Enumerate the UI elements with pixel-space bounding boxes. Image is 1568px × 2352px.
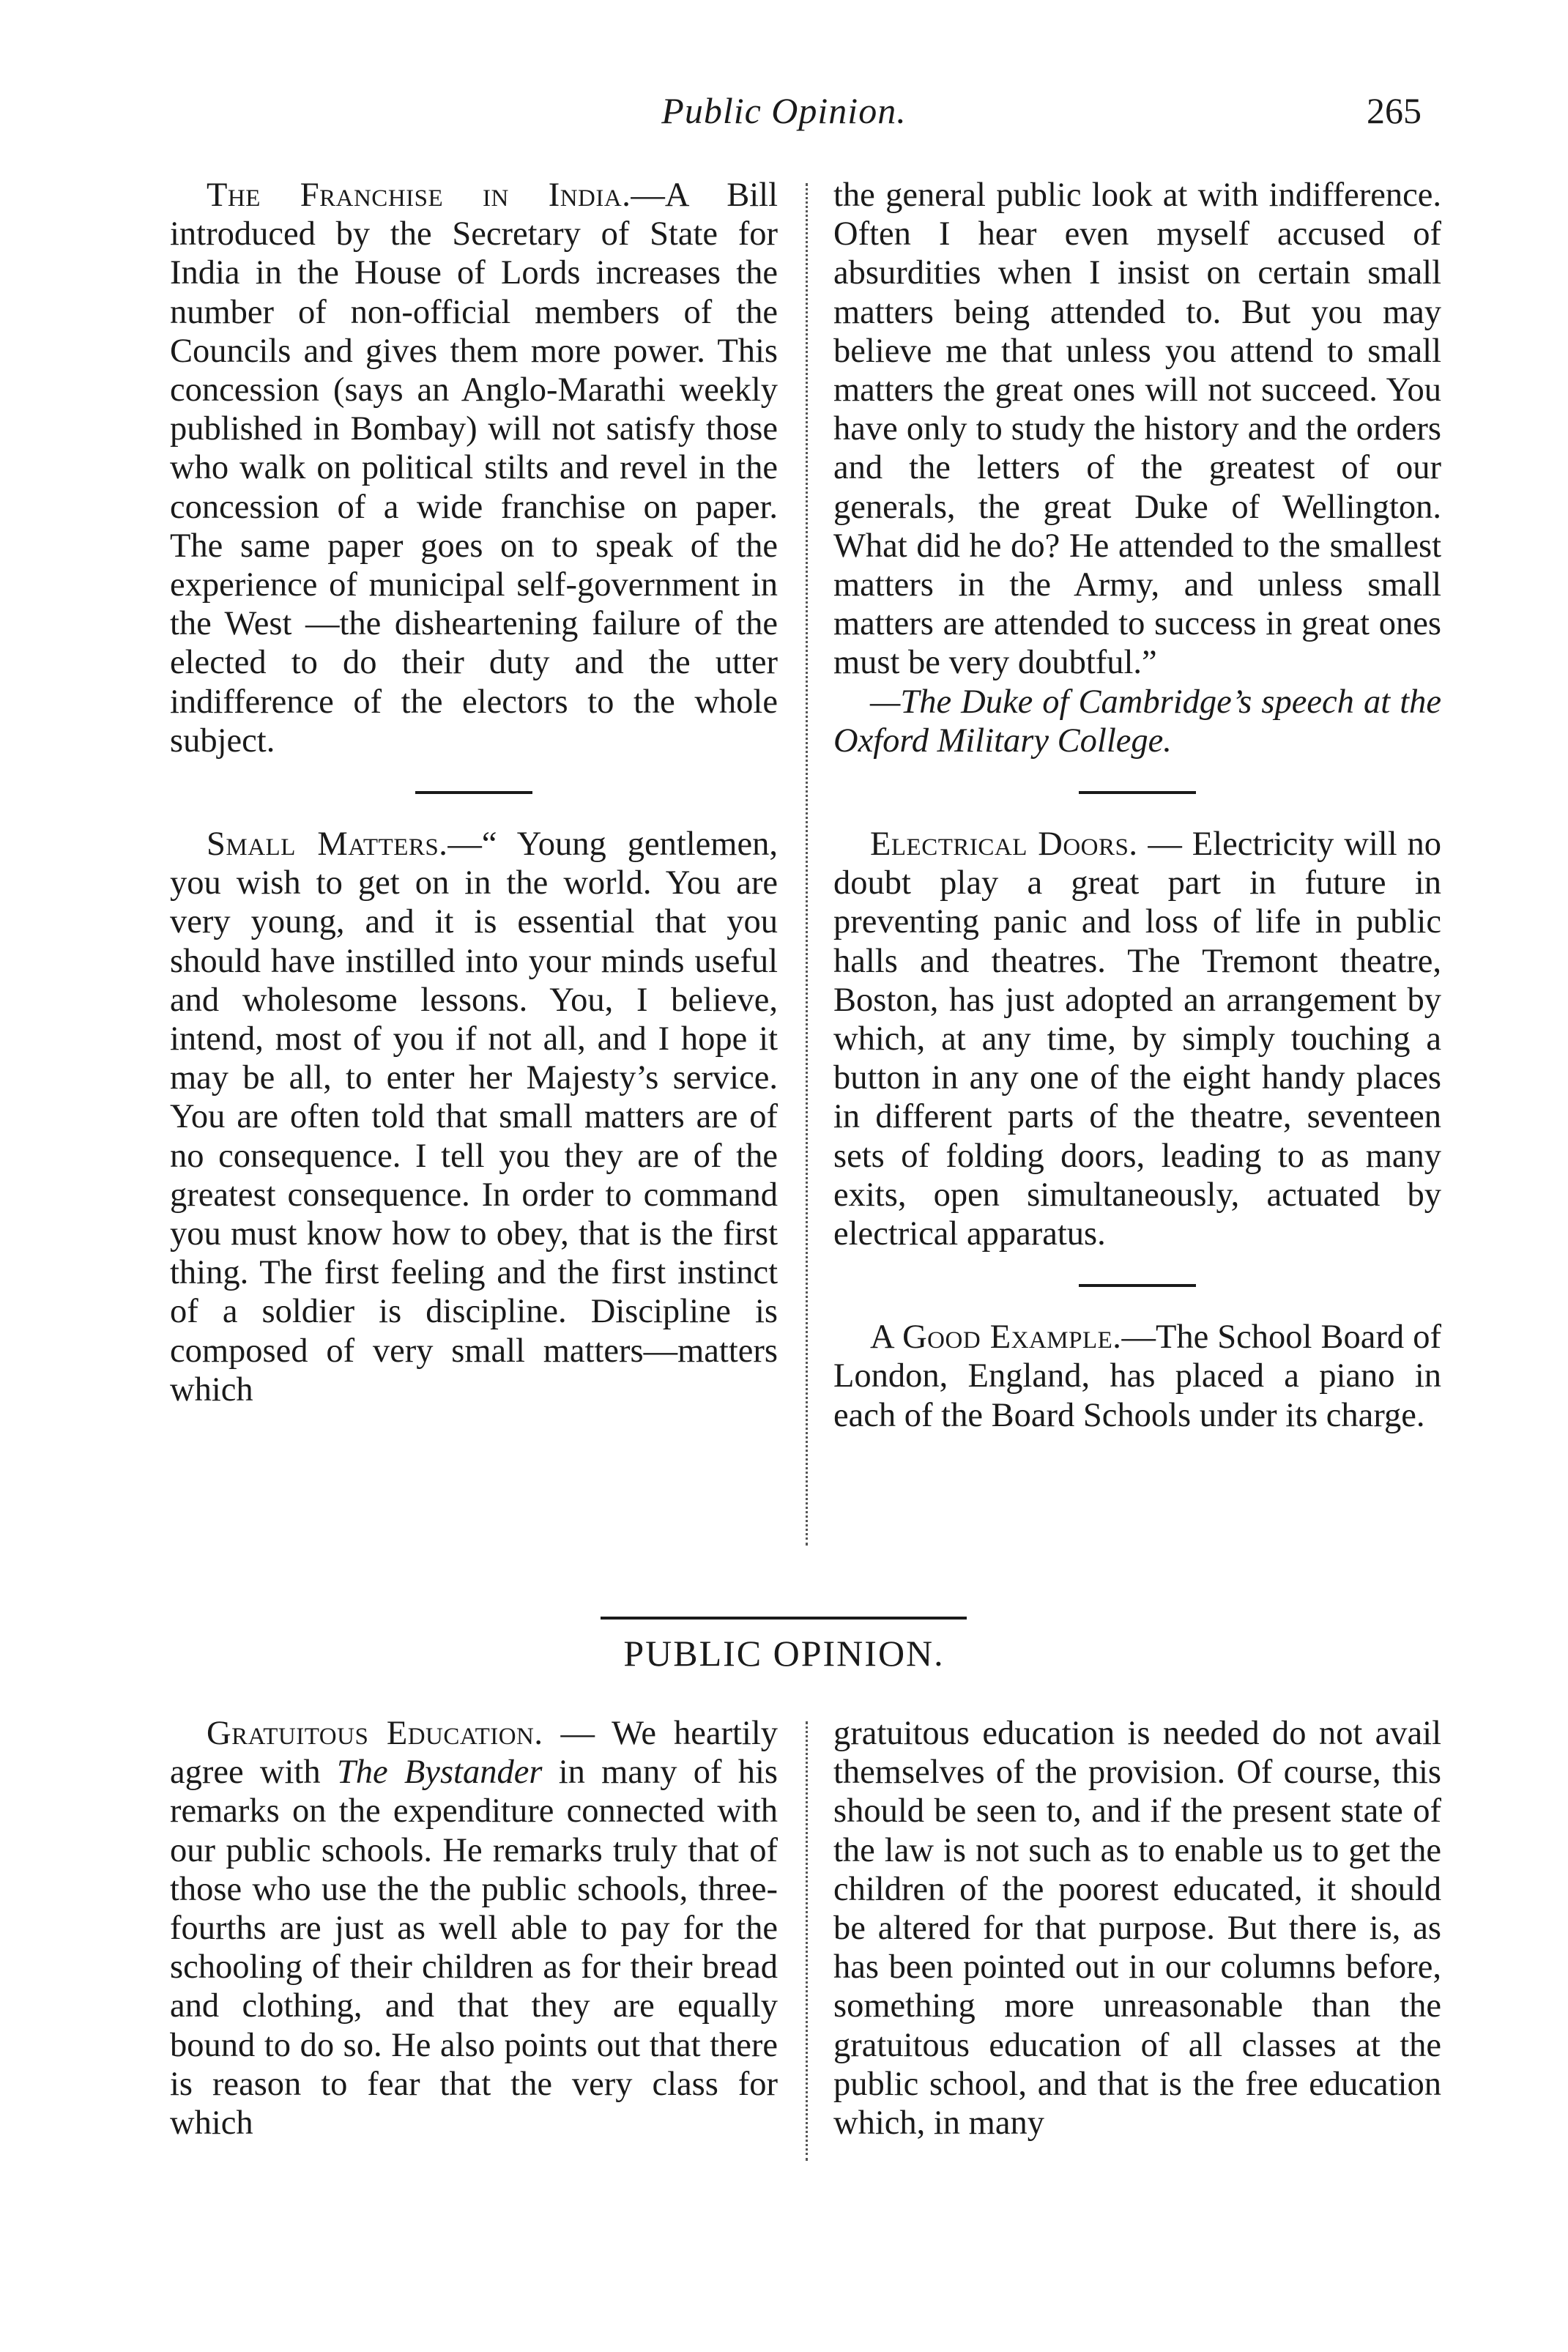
divider-rule bbox=[1079, 791, 1196, 794]
article-heading: Small Matters. bbox=[207, 826, 448, 864]
article-good-example bbox=[833, 1318, 1441, 1435]
upper-right-column bbox=[833, 176, 1441, 1435]
article-text: — Electricity will no doubt play a great part in future in preventing panic and loss of life in public halls and theatres. The Tremont theatre, Boston, has just adopted an arrangement by which, at any time, by simply touching a button in any one of the eight handy places in different parts of the theatre, seventeen sets of folding doors, leading to as many exits, open simultaneously, actuated by electrical apparatus. bbox=[833, 826, 1441, 1253]
article-continuation: the general public look at with indifference. Often I hear even myself accused of absurdities when I insist on certain small matters being attended to. But you may believe me that unless you attend to small matters the great ones will not succeed. You have only to study the history and the orders and the letters of the greatest of our generals, the great Duke of Wellington. What did he do? He attended to the smallest matters in the Army, and unless small matters are attended to success in great ones must be very doubtful.” bbox=[833, 177, 1441, 682]
article-text: —The School Board of London, England, has placed a piano in each of the Board Schools under its charge. bbox=[833, 1318, 1441, 1434]
column-gutter-rule bbox=[806, 183, 808, 1546]
upper-section bbox=[170, 176, 1441, 1571]
publication-title: The Bystander bbox=[336, 1754, 543, 1792]
divider-rule bbox=[415, 791, 532, 794]
article-franchise-in-india bbox=[170, 176, 778, 760]
page-number: 265 bbox=[1367, 90, 1422, 131]
upper-left-column bbox=[170, 176, 778, 1409]
article-electrical-doors bbox=[833, 825, 1441, 1253]
article-text: — We heartily agree with bbox=[170, 1715, 778, 1792]
article-gratuitous-education bbox=[170, 1714, 778, 2143]
lower-section bbox=[170, 1714, 1441, 2168]
article-attribution: —The Duke of Cambridge’s speech at the Oxford Military College. bbox=[833, 683, 1441, 760]
divider-rule bbox=[1079, 1284, 1196, 1287]
section-heading: PUBLIC OPINION. bbox=[623, 1633, 945, 1674]
section-divider-rule bbox=[601, 1617, 967, 1620]
lower-left-column bbox=[170, 1714, 778, 2143]
column-gutter-rule bbox=[806, 1721, 808, 2161]
running-title: Public Opinion. bbox=[661, 90, 907, 131]
article-continuation: gratuitous education is needed do not avail themselves of the provision. Of course, this should be seen to, and if the present state of the law is not such as to enable us to get the children of the poorest educated, it should be altered for that purpose. But there is, as has been pointed out in our columns before, something more unreasonable than the gratuitous education of all classes at the public school, and that is the free education which, in many bbox=[833, 1715, 1441, 2143]
article-text: in many of his remarks on the expenditure connected with our public schools. He remarks truly that of those who use the the public schools, three-fourths are just as well able to pay for the schooling of their children as for their bread and clothing, and that they are equally bound to do so. He also points out that there is reason to fear that the very class for which bbox=[170, 1754, 779, 2143]
article-small-matters bbox=[170, 825, 778, 1409]
article-heading: Electrical Doors. bbox=[870, 826, 1138, 864]
lower-right-column bbox=[833, 1714, 1441, 2143]
article-text: —“ Young gentlemen, you wish to get on in the world. You are very young, and it is essential that you should have instilled into your minds useful and wholesome lessons. You, I believe, intend, most of you if not all, and I hope it may be all, to enter her Majesty’s service. You are often told that small matters are of no consequence. I tell you they are of the greatest consequence. In order to command you must know how to obey, that is the first thing. The first feeling and the first instinct of a soldier is discipline. Discipline is composed of very small matters—matters which bbox=[170, 826, 778, 1409]
page-header bbox=[0, 81, 1568, 139]
article-heading: The Franchise in India. bbox=[207, 177, 631, 214]
article-heading: A Good Example. bbox=[870, 1318, 1122, 1357]
article-text: —A Bill introduced by the Secretary of State for India in the House of Lords increases the number of non-official members of the Councils and gives them more power. This concession (says an Anglo-Marathi weekly published in Bombay) will not satisfy those who walk on political stilts and revel in the concession of a wide franchise on paper. The same paper goes on to speak of the experience of municipal self-government in the West —the disheartening failure of the elected to do their duty and the utter indifference of the electors to the whole subject. bbox=[170, 177, 778, 760]
article-heading: Gratuitous Education. bbox=[207, 1715, 543, 1752]
